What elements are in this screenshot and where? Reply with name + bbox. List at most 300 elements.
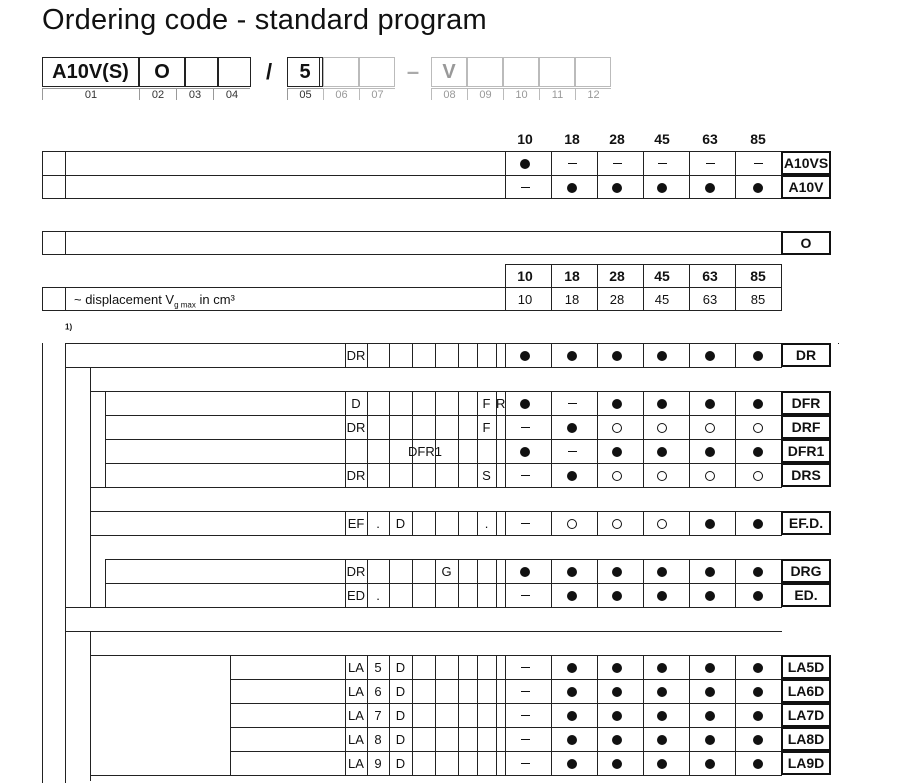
symbol-dot bbox=[562, 755, 582, 771]
symbol-ring bbox=[607, 515, 627, 531]
rule-line bbox=[551, 583, 552, 607]
rule-line bbox=[389, 463, 390, 487]
rule-line bbox=[551, 415, 552, 439]
code-LA5D: LA5D bbox=[781, 655, 831, 679]
filled-dot-icon bbox=[567, 663, 577, 673]
filled-dot-icon bbox=[567, 711, 577, 721]
rule-line bbox=[505, 727, 506, 751]
symbol-dot bbox=[652, 443, 672, 459]
code-cell: DR bbox=[346, 420, 366, 435]
filled-dot-icon bbox=[612, 183, 622, 193]
rule-line bbox=[689, 343, 690, 367]
rule-line bbox=[735, 151, 736, 198]
symbol-dash bbox=[515, 179, 535, 195]
rule-line bbox=[735, 583, 736, 607]
symbol-ring bbox=[748, 419, 768, 435]
filled-dot-icon bbox=[612, 687, 622, 697]
rule-line bbox=[597, 703, 598, 727]
rule-line bbox=[435, 391, 436, 415]
code-LA7D: LA7D bbox=[781, 703, 831, 727]
rule-line bbox=[551, 727, 552, 751]
rule-line bbox=[643, 415, 644, 439]
rule-line bbox=[389, 415, 390, 439]
size-box-63: 63 bbox=[702, 268, 718, 284]
code-box-12 bbox=[575, 57, 611, 87]
symbol-dot bbox=[700, 731, 720, 747]
dash-icon bbox=[754, 163, 763, 164]
rule-line bbox=[689, 655, 690, 679]
rule-line bbox=[643, 511, 644, 535]
dash-icon bbox=[521, 427, 530, 428]
filled-dot-icon bbox=[520, 447, 530, 457]
filled-dot-icon bbox=[705, 519, 715, 529]
position-number-09: 09 bbox=[467, 88, 503, 100]
filled-dot-icon bbox=[705, 447, 715, 457]
rule-line bbox=[735, 439, 736, 463]
rule-line bbox=[597, 151, 598, 198]
rule-line bbox=[477, 343, 478, 367]
code-cell: 9 bbox=[374, 756, 382, 771]
rule-line bbox=[735, 415, 736, 439]
size-value-28: 28 bbox=[609, 292, 625, 307]
rule-line bbox=[505, 703, 506, 727]
rule-line bbox=[90, 535, 782, 536]
symbol-dash bbox=[562, 395, 582, 411]
symbol-dash bbox=[515, 467, 535, 483]
rule-line bbox=[505, 391, 506, 415]
rule-line bbox=[643, 703, 644, 727]
position-number-02: 02 bbox=[139, 88, 176, 100]
symbol-dot bbox=[607, 587, 627, 603]
symbol-dot bbox=[562, 467, 582, 483]
rule-line bbox=[689, 751, 690, 775]
code-box-2: O bbox=[139, 57, 185, 87]
symbol-dash bbox=[515, 587, 535, 603]
filled-dot-icon bbox=[612, 447, 622, 457]
rule-line bbox=[735, 343, 736, 367]
symbol-dot bbox=[562, 179, 582, 195]
code-cell: G bbox=[441, 564, 452, 579]
position-number-08: 08 bbox=[431, 88, 467, 100]
filled-dot-icon bbox=[753, 759, 763, 769]
dash-icon bbox=[521, 691, 530, 692]
rule-line bbox=[65, 631, 782, 632]
rule-line bbox=[42, 231, 782, 232]
code-DFR1: DFR1 bbox=[781, 439, 831, 463]
code-cell: DR bbox=[346, 468, 366, 483]
rule-line bbox=[90, 655, 782, 656]
rule-line bbox=[496, 655, 497, 679]
rule-line bbox=[367, 559, 368, 583]
rule-line bbox=[689, 583, 690, 607]
symbol-dash bbox=[515, 755, 535, 771]
rule-line bbox=[389, 343, 390, 367]
rule-line bbox=[412, 559, 413, 583]
displacement-unit: in cm³ bbox=[195, 292, 235, 307]
filled-dot-icon bbox=[657, 399, 667, 409]
rule-line bbox=[65, 367, 782, 368]
symbol-dot bbox=[748, 443, 768, 459]
size-value-18: 18 bbox=[564, 292, 580, 307]
rule-line bbox=[643, 559, 644, 583]
filled-dot-icon bbox=[753, 351, 763, 361]
code-cell: DR bbox=[346, 564, 366, 579]
symbol-ring bbox=[607, 467, 627, 483]
rule-line bbox=[551, 655, 552, 679]
rule-line bbox=[643, 463, 644, 487]
rule-line bbox=[689, 391, 690, 415]
symbol-ring bbox=[700, 467, 720, 483]
filled-dot-icon bbox=[520, 351, 530, 361]
rule-line bbox=[435, 703, 436, 727]
symbol-dot bbox=[562, 683, 582, 699]
rule-line bbox=[496, 415, 497, 439]
code-O: O bbox=[781, 231, 831, 255]
open-circle-icon bbox=[705, 423, 715, 433]
rule-line bbox=[505, 151, 506, 198]
rule-line bbox=[435, 679, 436, 703]
rule-line bbox=[65, 287, 66, 311]
code-cell: F bbox=[482, 396, 491, 411]
symbol-dot bbox=[748, 707, 768, 723]
dash-icon bbox=[521, 595, 530, 596]
filled-dot-icon bbox=[567, 423, 577, 433]
rule-line bbox=[412, 727, 413, 751]
position-number-05: 05 bbox=[287, 88, 323, 100]
filled-dot-icon bbox=[612, 735, 622, 745]
rule-line bbox=[643, 727, 644, 751]
rule-line bbox=[643, 439, 644, 463]
open-circle-icon bbox=[753, 423, 763, 433]
rule-line bbox=[389, 559, 390, 583]
size-header-45: 45 bbox=[654, 131, 670, 147]
rule-line bbox=[105, 583, 782, 584]
rule-line bbox=[458, 463, 459, 487]
rule-line bbox=[477, 559, 478, 583]
symbol-dot bbox=[700, 683, 720, 699]
rule-line bbox=[735, 463, 736, 487]
rule-line bbox=[735, 679, 736, 703]
filled-dot-icon bbox=[520, 399, 530, 409]
code-DRG: DRG bbox=[781, 559, 831, 583]
rule-line bbox=[643, 343, 644, 367]
filled-dot-icon bbox=[753, 735, 763, 745]
rule-line bbox=[458, 391, 459, 415]
rule-line bbox=[105, 559, 782, 560]
symbol-dot bbox=[748, 731, 768, 747]
filled-dot-icon bbox=[753, 447, 763, 457]
rule-line bbox=[505, 463, 506, 487]
rule-line bbox=[412, 703, 413, 727]
page-title: Ordering code - standard program bbox=[42, 4, 487, 36]
rule-line bbox=[42, 287, 43, 311]
footnote-marker: 1) bbox=[65, 322, 73, 332]
filled-dot-icon bbox=[612, 567, 622, 577]
code-DRS: DRS bbox=[781, 463, 831, 487]
rule-line bbox=[477, 583, 478, 607]
rule-line bbox=[551, 559, 552, 583]
rule-line bbox=[458, 343, 459, 367]
size-value-63: 63 bbox=[702, 292, 718, 307]
dash-icon bbox=[568, 403, 577, 404]
rule-line bbox=[367, 415, 368, 439]
rule-line bbox=[505, 511, 506, 535]
open-circle-icon bbox=[657, 471, 667, 481]
rule-line bbox=[435, 751, 436, 775]
dash-icon bbox=[521, 667, 530, 668]
dash-icon bbox=[521, 715, 530, 716]
symbol-dash bbox=[515, 707, 535, 723]
filled-dot-icon bbox=[753, 519, 763, 529]
rule-line bbox=[105, 463, 782, 464]
code-cell: D bbox=[395, 756, 406, 771]
rule-line bbox=[689, 415, 690, 439]
symbol-dot bbox=[562, 563, 582, 579]
rule-line bbox=[458, 703, 459, 727]
rule-line bbox=[458, 511, 459, 535]
code-cell: LA bbox=[348, 684, 364, 699]
code-LA9D: LA9D bbox=[781, 751, 831, 775]
symbol-dot bbox=[607, 443, 627, 459]
rule-line bbox=[42, 343, 43, 783]
filled-dot-icon bbox=[567, 351, 577, 361]
filled-dot-icon bbox=[753, 663, 763, 673]
rule-line bbox=[42, 254, 782, 255]
symbol-dot bbox=[562, 707, 582, 723]
section-heading-control bbox=[65, 322, 72, 338]
code-separator-2: 5 bbox=[287, 57, 323, 87]
filled-dot-icon bbox=[753, 591, 763, 601]
rule-line bbox=[496, 727, 497, 751]
size-box-45: 45 bbox=[654, 268, 670, 284]
dash-icon bbox=[706, 163, 715, 164]
rule-line bbox=[689, 727, 690, 751]
code-cell: LA bbox=[348, 660, 364, 675]
symbol-dot bbox=[607, 179, 627, 195]
rule-line bbox=[735, 751, 736, 775]
filled-dot-icon bbox=[753, 711, 763, 721]
rule-line bbox=[496, 463, 497, 487]
code-DR: DR bbox=[781, 343, 831, 367]
size-header-18: 18 bbox=[564, 131, 580, 147]
symbol-dot bbox=[700, 587, 720, 603]
filled-dot-icon bbox=[657, 591, 667, 601]
symbol-dot bbox=[652, 179, 672, 195]
rule-line bbox=[412, 511, 413, 535]
rule-line bbox=[496, 343, 497, 367]
displacement-label bbox=[74, 292, 235, 310]
rule-line bbox=[389, 391, 390, 415]
dash-icon bbox=[568, 451, 577, 452]
filled-dot-icon bbox=[567, 567, 577, 577]
code-cell: LA bbox=[348, 756, 364, 771]
rule-line bbox=[65, 343, 66, 783]
dash-icon bbox=[521, 475, 530, 476]
dash-icon bbox=[613, 163, 622, 164]
rule-line bbox=[496, 703, 497, 727]
rule-line bbox=[389, 583, 390, 607]
rule-line bbox=[435, 343, 436, 367]
rule-line bbox=[65, 231, 66, 255]
symbol-dot bbox=[652, 731, 672, 747]
rule-line bbox=[597, 583, 598, 607]
rule-line bbox=[230, 751, 782, 752]
rule-line bbox=[458, 727, 459, 751]
filled-dot-icon bbox=[520, 159, 530, 169]
rule-line bbox=[458, 559, 459, 583]
symbol-dot bbox=[700, 515, 720, 531]
rule-line bbox=[689, 511, 690, 535]
rule-line bbox=[551, 679, 552, 703]
code-box-10 bbox=[503, 57, 539, 87]
open-circle-icon bbox=[612, 519, 622, 529]
open-circle-icon bbox=[612, 471, 622, 481]
symbol-dash bbox=[515, 731, 535, 747]
position-number-12: 12 bbox=[575, 88, 611, 100]
code-cell: ED bbox=[346, 588, 366, 603]
code-box-7 bbox=[359, 57, 395, 87]
dash-icon bbox=[521, 523, 530, 524]
symbol-dot bbox=[748, 563, 768, 579]
filled-dot-icon bbox=[705, 735, 715, 745]
rule-line bbox=[435, 511, 436, 535]
rule-line bbox=[105, 391, 106, 487]
code-box-6 bbox=[323, 57, 359, 87]
code-cell: DR bbox=[346, 348, 366, 363]
symbol-dot bbox=[562, 659, 582, 675]
code-box-1: A10V(S) bbox=[42, 57, 139, 87]
filled-dot-icon bbox=[612, 399, 622, 409]
rule-line bbox=[90, 511, 782, 512]
rule-line bbox=[42, 151, 782, 152]
filled-dot-icon bbox=[705, 663, 715, 673]
code-cell: R bbox=[496, 396, 506, 411]
filled-dot-icon bbox=[753, 687, 763, 697]
rule-line bbox=[735, 655, 736, 679]
position-number-10: 10 bbox=[503, 88, 539, 100]
rule-line bbox=[42, 175, 782, 176]
code-DFR: DFR bbox=[781, 391, 831, 415]
rule-line bbox=[643, 151, 644, 198]
code-cell: . bbox=[484, 516, 489, 531]
code-cell: 7 bbox=[374, 708, 382, 723]
code-DRF: DRF bbox=[781, 415, 831, 439]
rule-line bbox=[412, 679, 413, 703]
size-header-10: 10 bbox=[517, 131, 533, 147]
rule-line bbox=[597, 439, 598, 463]
symbol-dash bbox=[748, 155, 768, 171]
symbol-dot bbox=[748, 755, 768, 771]
filled-dot-icon bbox=[567, 687, 577, 697]
code-cell: 8 bbox=[374, 732, 382, 747]
code-cell: D bbox=[351, 396, 361, 411]
position-number-01: 01 bbox=[42, 88, 139, 100]
rule-line bbox=[643, 679, 644, 703]
open-circle-icon bbox=[612, 423, 622, 433]
rule-line bbox=[458, 679, 459, 703]
rule-line bbox=[435, 463, 436, 487]
rule-line bbox=[597, 751, 598, 775]
symbol-dot bbox=[748, 515, 768, 531]
symbol-dot bbox=[748, 395, 768, 411]
filled-dot-icon bbox=[567, 471, 577, 481]
symbol-dot bbox=[748, 683, 768, 699]
filled-dot-icon bbox=[657, 711, 667, 721]
filled-dot-icon bbox=[657, 351, 667, 361]
rule-line bbox=[105, 415, 782, 416]
rule-line bbox=[42, 310, 782, 311]
filled-dot-icon bbox=[657, 447, 667, 457]
rule-line bbox=[505, 751, 506, 775]
rule-line bbox=[551, 751, 552, 775]
symbol-dot bbox=[652, 707, 672, 723]
symbol-dot bbox=[607, 755, 627, 771]
rule-line bbox=[735, 703, 736, 727]
rule-line bbox=[458, 583, 459, 607]
rule-line bbox=[643, 583, 644, 607]
dash-icon bbox=[521, 187, 530, 188]
code-cell: S bbox=[482, 468, 491, 483]
rule-line bbox=[551, 391, 552, 415]
filled-dot-icon bbox=[567, 735, 577, 745]
code-cell: . bbox=[376, 588, 380, 603]
code-cell: . bbox=[376, 516, 380, 531]
rule-line bbox=[781, 264, 782, 311]
symbol-dot bbox=[652, 755, 672, 771]
symbol-ring bbox=[607, 419, 627, 435]
code-separator-3: – bbox=[406, 59, 420, 84]
rule-line bbox=[230, 679, 782, 680]
rule-line bbox=[412, 343, 413, 367]
code-LA6D: LA6D bbox=[781, 679, 831, 703]
symbol-dot bbox=[700, 755, 720, 771]
symbol-dash bbox=[700, 155, 720, 171]
symbol-dot bbox=[700, 659, 720, 675]
symbol-dot bbox=[652, 563, 672, 579]
filled-dot-icon bbox=[705, 351, 715, 361]
symbol-ring bbox=[652, 515, 672, 531]
rule-line bbox=[735, 727, 736, 751]
rule-line bbox=[597, 415, 598, 439]
rule-line bbox=[477, 655, 478, 679]
rule-line bbox=[458, 751, 459, 775]
size-header-28: 28 bbox=[609, 131, 625, 147]
code-ED.: ED. bbox=[781, 583, 831, 607]
symbol-dot bbox=[515, 347, 535, 363]
filled-dot-icon bbox=[657, 567, 667, 577]
rule-line bbox=[105, 559, 106, 607]
rule-line bbox=[496, 511, 497, 535]
symbol-dot bbox=[748, 659, 768, 675]
rule-line bbox=[735, 511, 736, 535]
rule-line bbox=[689, 679, 690, 703]
code-separator-1: / bbox=[265, 59, 273, 84]
symbol-ring bbox=[748, 467, 768, 483]
symbol-dot bbox=[607, 395, 627, 411]
displacement-subscript: g max bbox=[174, 300, 196, 310]
symbol-dot bbox=[652, 659, 672, 675]
symbol-dot bbox=[700, 707, 720, 723]
filled-dot-icon bbox=[657, 183, 667, 193]
filled-dot-icon bbox=[612, 759, 622, 769]
open-circle-icon bbox=[657, 519, 667, 529]
displacement-text: ~ displacement V bbox=[74, 292, 175, 307]
rule-line bbox=[551, 703, 552, 727]
rule-line bbox=[90, 775, 782, 776]
code-cell: 5 bbox=[374, 660, 382, 675]
rule-line bbox=[689, 703, 690, 727]
rule-line bbox=[412, 415, 413, 439]
